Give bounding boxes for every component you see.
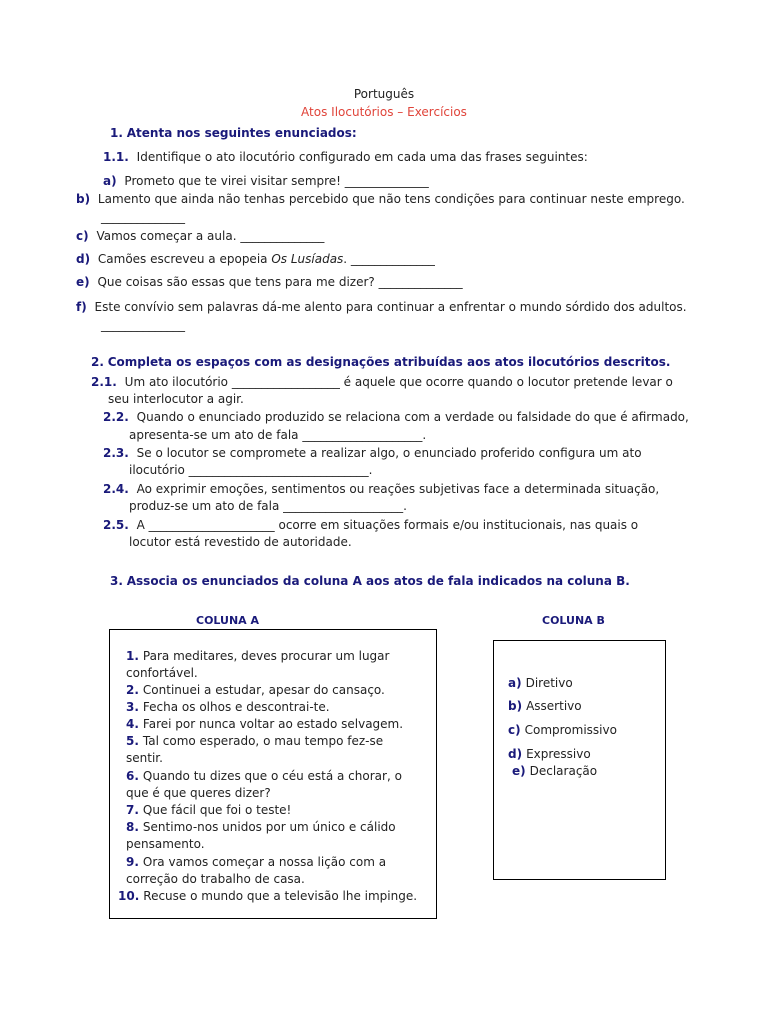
item-1b: [76, 191, 685, 207]
column-a-number: 10.: [118, 889, 140, 903]
item-text: Quando o enunciado produzido se relaciona com a verdade ou falsidade do que é afirmado,: [136, 410, 689, 424]
item-key: c): [76, 229, 89, 243]
column-a-item-cont: sentir.: [126, 751, 163, 765]
item-1f: [76, 299, 687, 315]
column-a-number: 6.: [126, 769, 139, 783]
item-number: 2.2.: [103, 410, 129, 424]
column-a-item: [126, 802, 291, 818]
column-a-text: Quando tu dizes que o céu está a chorar, o: [142, 769, 402, 783]
column-a-item: [126, 682, 385, 698]
item-text: Que coisas são essas que tens para me dizer? ______________: [97, 275, 463, 289]
item-1d: [76, 251, 435, 267]
column-a-text: Que fácil que foi o teste!: [142, 803, 292, 817]
column-a-number: 2.: [126, 683, 139, 697]
item-1a: [103, 173, 429, 189]
column-a-item-cont: correção do trabalho de casa.: [126, 872, 305, 886]
column-a-number: 1.: [126, 649, 139, 663]
item-text: A _____________________ ocorre em situações formais e/ou institucionais, nas quais o: [136, 518, 639, 532]
column-b-text: Assertivo: [526, 699, 582, 713]
column-a-number: 4.: [126, 717, 139, 731]
item-2-3-cont: ilocutório ______________________________.: [129, 463, 373, 477]
section2-heading: [91, 354, 670, 370]
item-text: Prometo que te virei visitar sempre! ______________: [124, 174, 429, 188]
column-b-key: d): [508, 747, 523, 761]
item-2-1-cont: seu interlocutor a agir.: [108, 392, 244, 406]
book-title: Os Lusíadas: [271, 252, 344, 266]
item-2-5: [103, 517, 638, 533]
column-b-text: Expressivo: [526, 747, 591, 761]
column-a-item: [126, 716, 403, 732]
item-number: 2.5.: [103, 518, 129, 532]
item-text: Lamento que ainda não tenhas percebido que não tens condições para continuar neste emprego.: [97, 192, 685, 206]
worksheet-title: Atos Ilocutórios – Exercícios: [301, 105, 467, 119]
column-a-number: 7.: [126, 803, 139, 817]
column-a-item: [118, 888, 417, 904]
column-b-item: [508, 675, 573, 691]
item-2-1: [91, 374, 673, 390]
column-a-item: [126, 733, 383, 749]
item-text: Se o locutor se compromete a realizar algo, o enunciado proferido configura um ato: [136, 446, 642, 460]
column-a-text: Fecha os olhos e descontrai-te.: [142, 700, 330, 714]
column-b-key: a): [508, 676, 522, 690]
column-a-item: [126, 819, 396, 835]
item-key: e): [76, 275, 90, 289]
column-b-text: Declaração: [529, 764, 598, 778]
item-key: f): [76, 300, 87, 314]
item-text: Ao exprimir emoções, sentimentos ou reações subjetivas face a determinada situação,: [136, 482, 660, 496]
item-1b-answer-line: ______________: [101, 210, 185, 224]
item-1c: [76, 228, 324, 244]
item-1e: [76, 274, 463, 290]
subject-title: Português: [353, 87, 415, 101]
column-a-text: Farei por nunca voltar ao estado selvagem.: [142, 717, 404, 731]
item-1f-answer-line: ______________: [101, 318, 185, 332]
column-a-title: COLUNA A: [196, 614, 260, 627]
column-a-item: [126, 648, 389, 664]
item-number: 2.3.: [103, 446, 129, 460]
section1-sub-number: 1.1.: [103, 150, 129, 164]
item-text-before: Camões escreveu a epopeia: [97, 252, 272, 266]
section2-number: 2.: [91, 355, 104, 369]
column-b-title: COLUNA B: [542, 614, 605, 627]
item-key: b): [76, 192, 91, 206]
column-a-item: [126, 768, 402, 784]
column-a-item-cont: confortável.: [126, 666, 198, 680]
column-a-item-cont: que é que queres dizer?: [126, 786, 271, 800]
column-b-box: [493, 640, 666, 880]
item-text: Este convívio sem palavras dá-me alento para continuar a enfrentar o mundo sórdido dos adultos.: [94, 300, 687, 314]
column-a-text: Ora vamos começar a nossa lição com a: [142, 855, 387, 869]
item-2-5-cont: locutor está revestido de autoridade.: [129, 535, 352, 549]
section3-heading: [110, 573, 630, 589]
section1-heading-text: Atenta nos seguintes enunciados:: [126, 126, 357, 140]
section1-instruction: [103, 149, 588, 165]
column-a-number: 8.: [126, 820, 139, 834]
item-text-after: . ______________: [343, 252, 435, 266]
column-b-item: [508, 722, 617, 738]
section2-heading-text: Completa os espaços com as designações atribuídas aos atos ilocutórios descritos.: [107, 355, 671, 369]
item-number: 2.4.: [103, 482, 129, 496]
column-a-number: 3.: [126, 700, 139, 714]
section1-sub-text: Identifique o ato ilocutório configurado em cada uma das frases seguintes:: [136, 150, 588, 164]
column-a-text: Recuse o mundo que a televisão lhe impinge.: [143, 889, 418, 903]
item-2-4-cont: produz-se um ato de fala ____________________.: [129, 499, 407, 513]
column-a-number: 9.: [126, 855, 139, 869]
column-a-text: Tal como esperado, o mau tempo fez-se: [142, 734, 384, 748]
column-b-text: Compromissivo: [524, 723, 617, 737]
item-text: Vamos começar a aula. ______________: [96, 229, 325, 243]
item-text: Um ato ilocutório __________________ é aquele que ocorre quando o locutor pretende levar o: [124, 375, 673, 389]
item-key: a): [103, 174, 117, 188]
item-number: 2.1.: [91, 375, 117, 389]
column-b-item: [512, 763, 597, 779]
item-2-3: [103, 445, 642, 461]
column-b-item: [508, 698, 582, 714]
column-b-key: e): [512, 764, 526, 778]
section3-number: 3.: [110, 574, 123, 588]
column-a-box: [109, 629, 437, 919]
column-a-text: Para meditares, deves procurar um lugar: [142, 649, 390, 663]
column-b-key: c): [508, 723, 521, 737]
column-b-item: [508, 746, 591, 762]
item-2-2-cont: apresenta-se um ato de fala ____________________.: [129, 428, 427, 442]
section1-heading: [110, 125, 357, 141]
item-2-2: [103, 409, 689, 425]
item-key: d): [76, 252, 91, 266]
column-b-key: b): [508, 699, 523, 713]
item-2-4: [103, 481, 659, 497]
column-a-text: Sentimo-nos unidos por um único e cálido: [142, 820, 396, 834]
column-a-item: [126, 699, 330, 715]
section3-heading-text: Associa os enunciados da coluna A aos atos de fala indicados na coluna B.: [126, 574, 630, 588]
section1-number: 1.: [110, 126, 123, 140]
column-a-text: Continuei a estudar, apesar do cansaço.: [142, 683, 385, 697]
column-b-text: Diretivo: [525, 676, 573, 690]
column-a-number: 5.: [126, 734, 139, 748]
column-a-item: [126, 854, 386, 870]
column-a-item-cont: pensamento.: [126, 837, 205, 851]
